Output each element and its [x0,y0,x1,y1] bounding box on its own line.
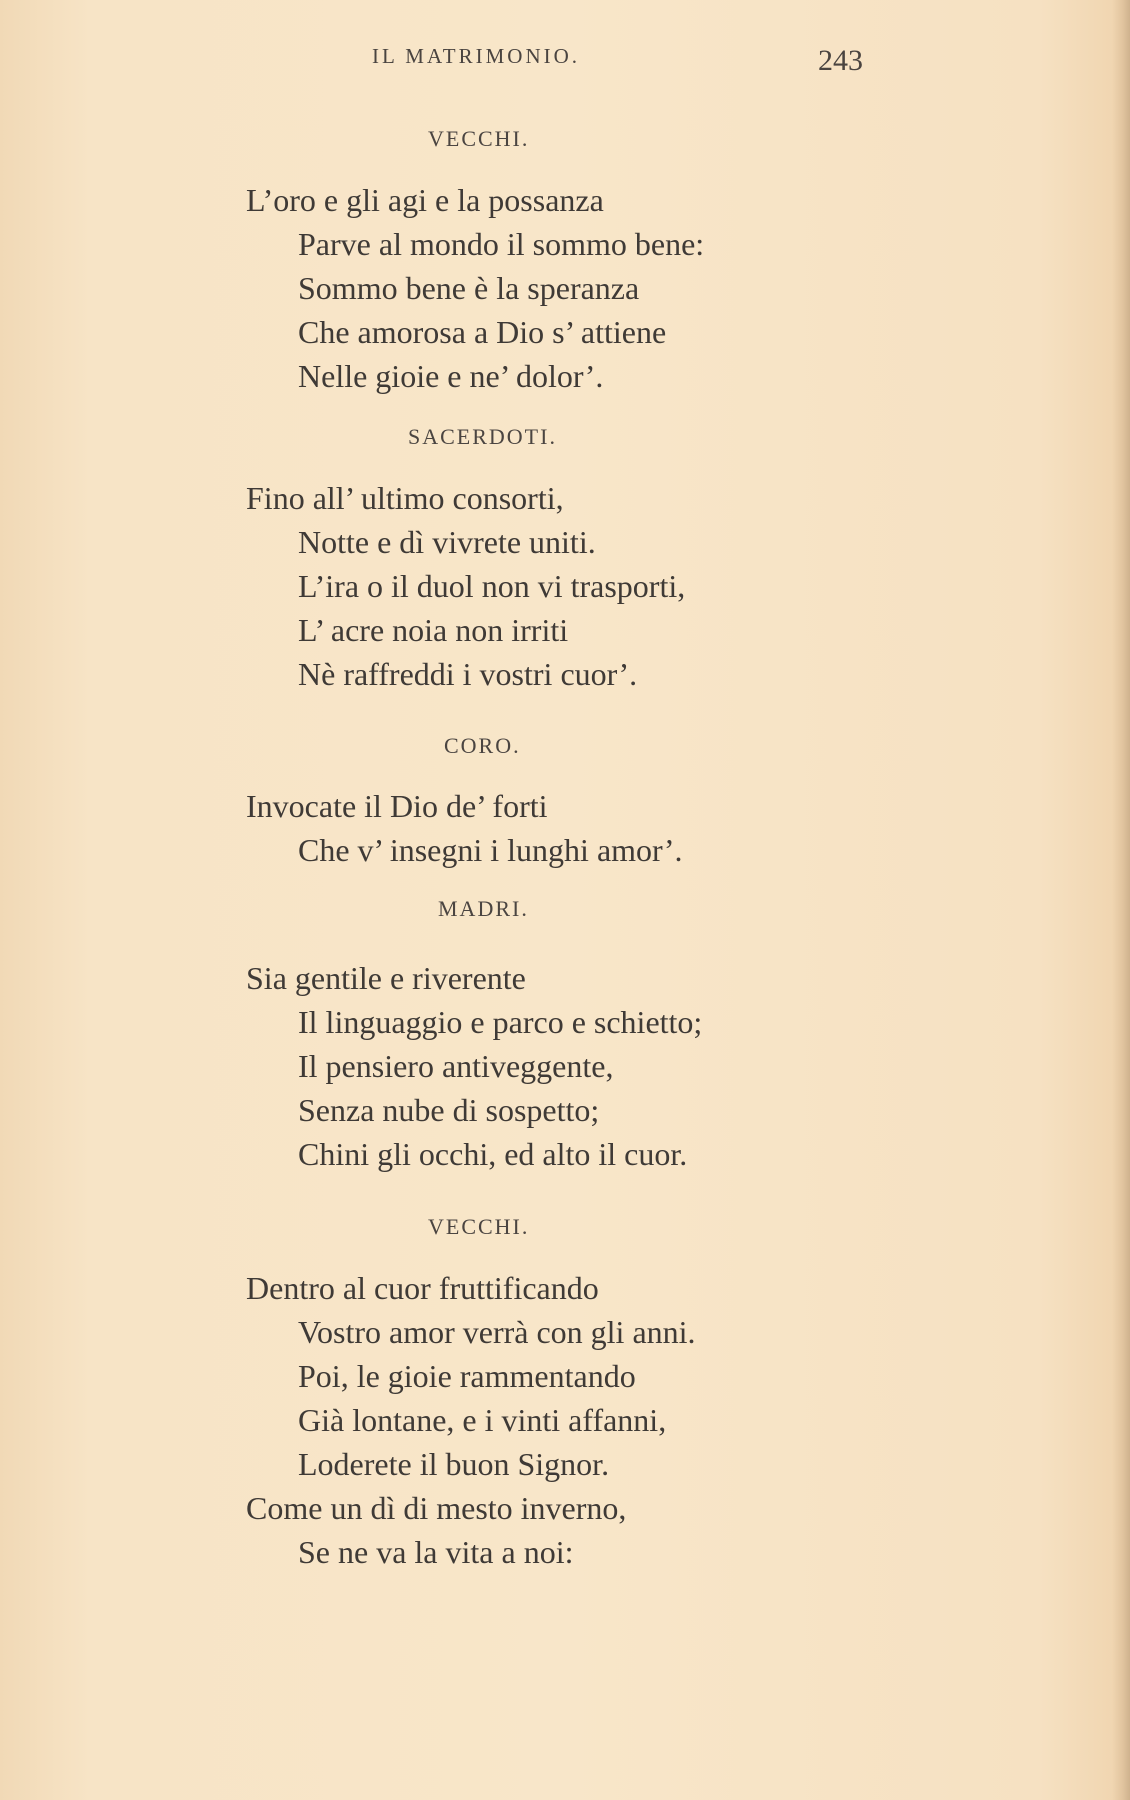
verse-line: Se ne va la vita a noi: [298,1534,574,1570]
verse-line: Nelle gioie e ne’ dolor’. [298,358,604,394]
verse-line: Fino all’ ultimo consorti, [246,480,564,516]
verse-line: Che amorosa a Dio s’ attiene [298,314,667,350]
verse-line: Parve al mondo il sommo bene: [298,226,705,262]
speaker-heading: SACERDOTI. [408,424,557,449]
verse-line: Loderete il buon Signor. [298,1446,610,1482]
verse-line: L’ acre noia non irriti [298,612,569,648]
verse-line: Vostro amor verrà con gli anni. [298,1314,696,1350]
speaker-heading: VECCHI. [428,126,530,151]
page-edge-shadow [1112,0,1130,1800]
verse-line: Notte e dì vivrete uniti. [298,524,596,560]
verse-line: Senza nube di sospetto; [298,1092,600,1128]
verse-line: Il linguaggio e parco e schietto; [298,1004,703,1040]
verse-line: Sommo bene è la speranza [298,270,640,306]
page-number: 243 [818,44,863,77]
verse-line: Già lontane, e i vinti affanni, [298,1402,667,1438]
stanza [246,784,683,872]
speaker-heading: CORO. [444,733,521,758]
stanza [246,476,685,696]
verse-line: Chini gli occhi, ed alto il cuor. [298,1136,688,1172]
verse-line: Nè raffreddi i vostri cuor’. [298,656,638,692]
running-head: IL MATRIMONIO. [372,44,581,68]
verse-line: Il pensiero antiveggente, [298,1048,614,1084]
verse-line: Dentro al cuor fruttificando [246,1270,599,1306]
verse-line: Che v’ insegni i lunghi amor’. [298,832,683,868]
stanza [246,178,704,398]
speaker-heading: VECCHI. [428,1214,530,1239]
speaker-heading: MADRI. [438,896,529,921]
verse-line: Invocate il Dio de’ forti [246,788,548,824]
stanza [246,956,702,1176]
verse-line: L’oro e gli agi e la possanza [246,182,604,218]
verse-line: L’ira o il duol non vi trasporti, [298,568,686,604]
verse-line: Come un dì di mesto inverno, [246,1490,627,1526]
verse-line: Poi, le gioie rammentando [298,1358,636,1394]
verse-line: Sia gentile e riverente [246,960,526,996]
stanza [246,1266,696,1574]
